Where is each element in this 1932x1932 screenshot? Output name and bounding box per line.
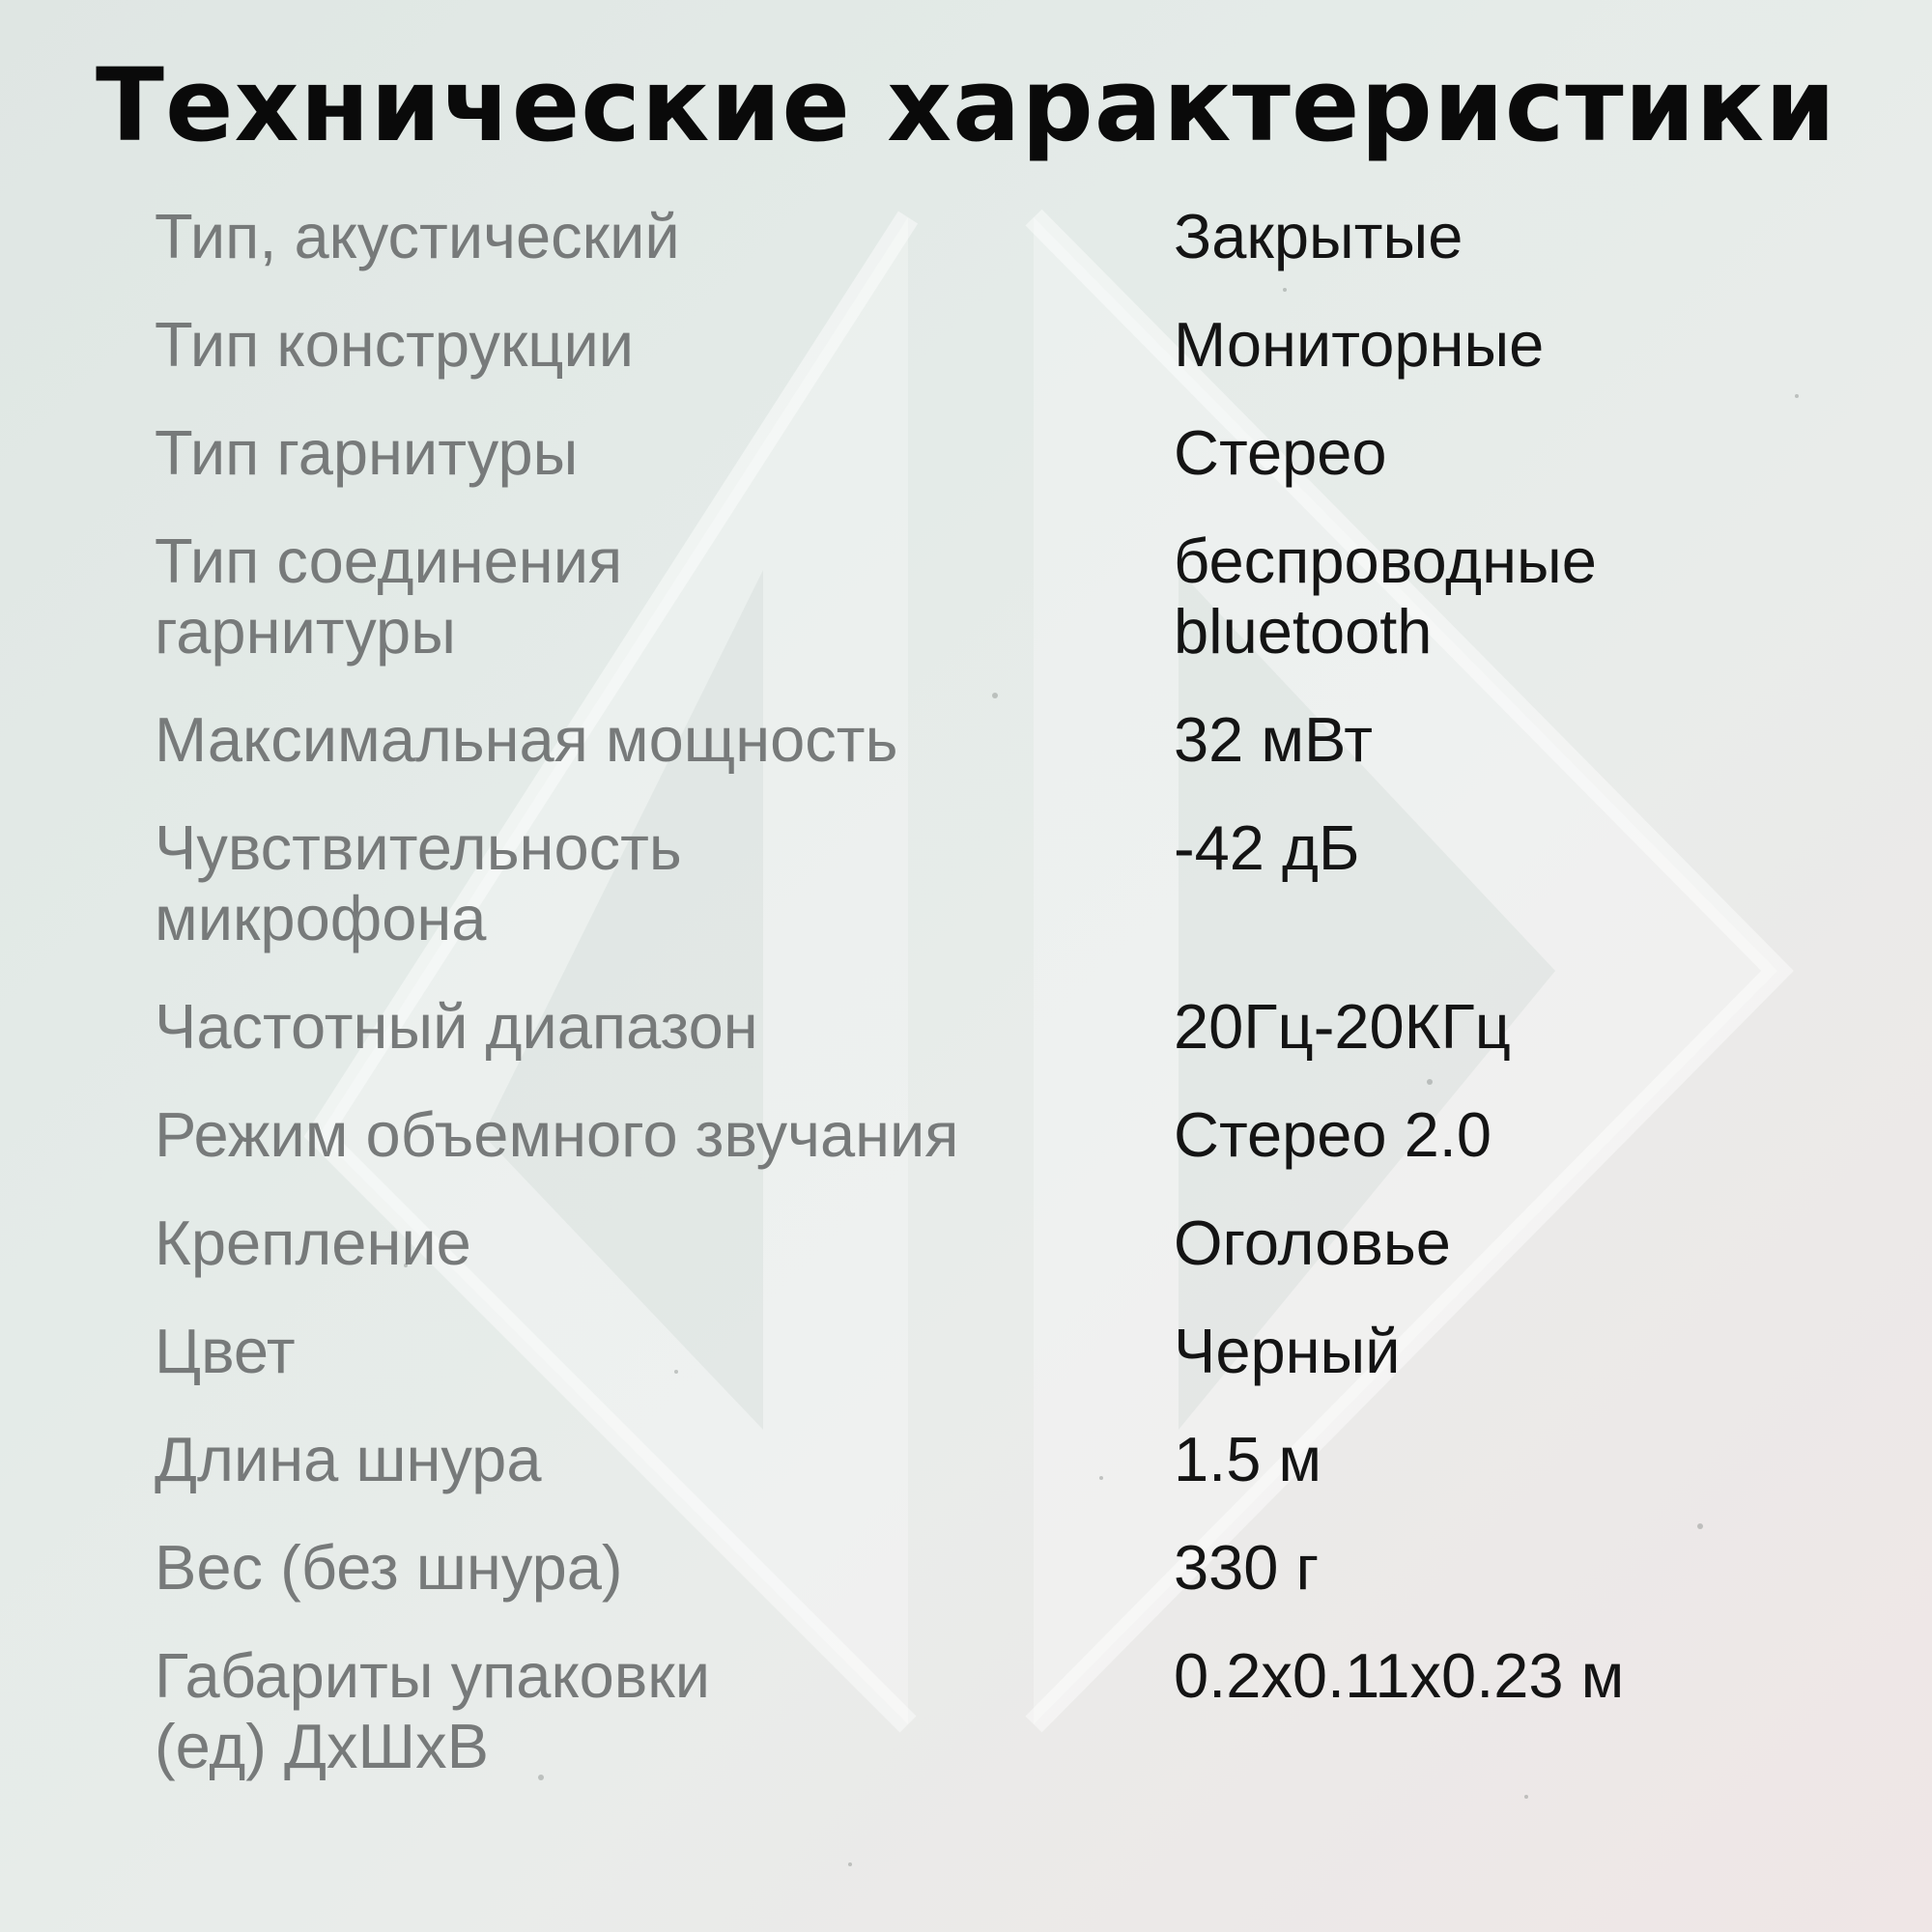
spec-row — [155, 704, 1855, 775]
spec-value: Закрытые — [1174, 201, 1463, 271]
spec-label: Габариты упаковки (ед) ДхШхВ — [155, 1640, 711, 1781]
spec-label: Тип, акустический — [155, 201, 680, 271]
spec-row — [155, 1532, 1855, 1603]
spec-label: Режим объемного звучания — [155, 1099, 959, 1170]
spec-label: Вес (без шнура) — [155, 1532, 623, 1603]
spec-label: Максимальная мощность — [155, 704, 898, 775]
spec-row — [155, 1424, 1855, 1494]
spec-value: Мониторные — [1174, 309, 1545, 380]
spec-row — [155, 991, 1855, 1062]
spec-value: 330 г — [1174, 1532, 1320, 1603]
specs-table — [155, 201, 1855, 1819]
spec-value: Стерео 2.0 — [1174, 1099, 1492, 1170]
spec-row — [155, 1316, 1855, 1386]
spec-value: Оголовье — [1174, 1208, 1451, 1278]
spec-value: 20Гц-20КГц — [1174, 991, 1511, 1062]
spec-value: Стерео — [1174, 417, 1387, 488]
spec-row — [155, 1640, 1855, 1781]
spec-row — [155, 526, 1855, 667]
spec-label: Крепление — [155, 1208, 471, 1278]
spec-value: 0.2x0.11x0.23 м — [1174, 1640, 1625, 1711]
spec-label: Тип конструкции — [155, 309, 635, 380]
spec-label: Длина шнура — [155, 1424, 542, 1494]
spec-label: Цвет — [155, 1316, 296, 1386]
spec-row — [155, 1208, 1855, 1278]
spec-value: 1.5 м — [1174, 1424, 1322, 1494]
spec-row — [155, 309, 1855, 380]
spec-label: Частотный диапазон — [155, 991, 758, 1062]
spec-row — [155, 417, 1855, 488]
spec-row — [155, 1099, 1855, 1170]
spec-value: Черный — [1174, 1316, 1401, 1386]
spec-label: Тип гарнитуры — [155, 417, 579, 488]
spec-value: беспроводные bluetooth — [1174, 526, 1597, 667]
spec-label: Тип соединения гарнитуры — [155, 526, 623, 667]
spec-value: 32 мВт — [1174, 704, 1374, 775]
page-title: Технические характеристики — [96, 46, 1836, 164]
spec-row — [155, 201, 1855, 271]
spec-value: -42 дБ — [1174, 812, 1360, 883]
spec-row — [155, 812, 1855, 953]
spec-label: Чувствительность микрофона — [155, 812, 682, 953]
